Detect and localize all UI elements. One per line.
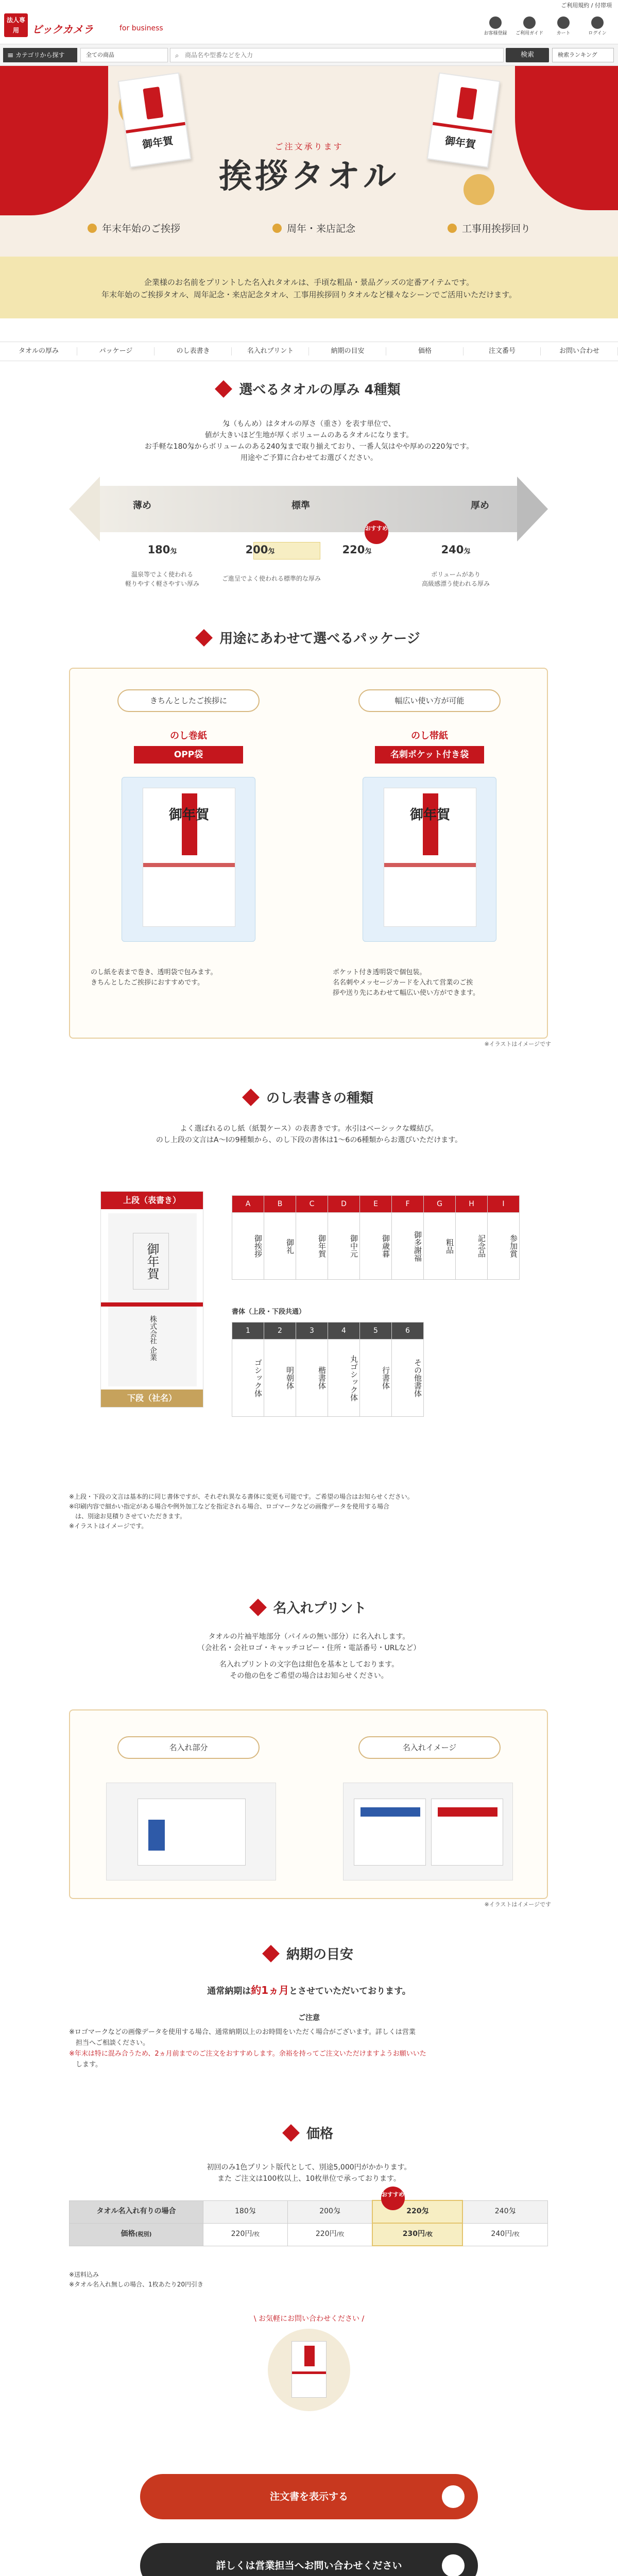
table-cell — [287, 2223, 372, 2246]
thickness-desc-200: ご進呈でよく使われる標準的な厚み — [221, 575, 321, 582]
package-box — [69, 668, 548, 1039]
table-row — [232, 1213, 520, 1280]
ribbon-image — [101, 1302, 203, 1307]
table-cell — [203, 2223, 288, 2246]
header-login-button[interactable] — [582, 15, 613, 37]
table-cell: 220匁 — [372, 2200, 462, 2223]
page-anchor-nav — [0, 342, 618, 361]
search-button[interactable]: 検索 — [506, 48, 549, 62]
hero-tag: 年末年始のご挨拶 — [88, 221, 180, 237]
table-cell: E — [360, 1196, 392, 1213]
thickness-desc-180: 温泉等でよく使われる 軽りやすく軽さやすい厚み — [125, 571, 199, 587]
table-cell: 参加賞 — [488, 1213, 520, 1280]
table-cell: C — [296, 1196, 328, 1213]
price-per: /枚 — [252, 2231, 260, 2238]
thickness-desc — [0, 418, 618, 464]
hero-pattern-left — [0, 66, 108, 215]
search-ranking-select[interactable]: 検索ランキング — [552, 48, 614, 62]
package-left-label: のし巻紙 — [170, 731, 207, 741]
desc-line: ポケット付き透明袋で個包装。 — [333, 969, 426, 976]
desc-line: 名入れプリントの文字色は紺色を基本としております。 — [219, 1660, 399, 1669]
hero-title: 挨拶タオル — [219, 158, 399, 196]
noshi-image — [143, 87, 163, 120]
price-desc — [0, 2162, 618, 2184]
thickness-num: 180 — [147, 544, 170, 556]
thickness-value-240 — [417, 541, 494, 560]
package-right-label: のし帯紙 — [411, 731, 448, 741]
desc-line: 初回のみ1色プリント版代として、別途5,000円がかかります。 — [207, 2163, 411, 2172]
diamond-icon — [215, 380, 232, 398]
price-value: 220円 — [231, 2230, 252, 2239]
table-cell: 3 — [296, 1323, 328, 1340]
table-cell: F — [392, 1196, 424, 1213]
section-title-thickness — [0, 379, 618, 401]
hero-pattern-right — [515, 66, 618, 210]
package-note: ※イラストはイメージです — [484, 1041, 551, 1047]
table-cell: 粗品 — [424, 1213, 456, 1280]
hero-towel-text: 御年賀 — [141, 134, 174, 151]
table-cell: 御中元 — [328, 1213, 360, 1280]
table-cell — [70, 2223, 203, 2246]
desc-line: のし紙を表まで巻き、透明袋で包みます。 — [91, 969, 217, 976]
desc-line: きちんとしたご挨拶におすすめです。 — [91, 979, 204, 987]
table-cell: 240匁 — [462, 2200, 547, 2223]
note-line: します。 — [69, 2061, 102, 2069]
table-cell: 丸ゴシック体 — [328, 1340, 360, 1417]
print-mark — [360, 1807, 420, 1817]
desc-line: 名名刺やメッセージカードを入れて営業のご挨 — [333, 979, 473, 987]
delivery-notes — [69, 2027, 426, 2070]
header-icon-label: お客様登録 — [484, 31, 507, 36]
table-cell: D — [328, 1196, 360, 1213]
thickness-unit: 匁 — [170, 548, 177, 555]
site-header — [0, 9, 618, 44]
thickness-num: 220 — [342, 544, 365, 556]
section-title-price — [0, 2123, 618, 2145]
nav-thickness[interactable]: タオルの厚み — [0, 342, 77, 361]
thickness-unit: 匁 — [268, 548, 275, 555]
terms-link[interactable]: ご利用規約 / 付帯項 — [561, 2, 612, 9]
price-value: 220円 — [315, 2230, 337, 2239]
table-row — [232, 1340, 424, 1417]
package-right-bar: 名刺ポケット付き袋 — [375, 746, 484, 764]
price-value-row — [70, 2223, 548, 2246]
table-cell — [372, 2223, 462, 2246]
towel-image — [384, 788, 476, 927]
header-guide-button[interactable] — [514, 15, 545, 37]
desc-line: 匁（もんめ）はタオルの厚さ（重さ）を表す単位で、 — [222, 420, 396, 428]
spacer — [0, 1654, 618, 1659]
nameprint-box — [69, 1709, 548, 1899]
note-line: ※印刷内容で細かい指定がある場合や例外加工などを指定される場合、ロゴマークなどの画像データを使用する場合 — [69, 1503, 390, 1510]
thickness-scale-arrow — [69, 477, 548, 541]
table-cell: 6 — [392, 1323, 424, 1340]
package-right-desc — [333, 968, 503, 998]
thickness-unit: 匁 — [365, 548, 372, 555]
table-cell: 明朝体 — [264, 1340, 296, 1417]
diamond-icon — [195, 629, 213, 647]
hero-banner — [0, 66, 618, 257]
nav-package[interactable]: パッケージ — [77, 342, 154, 361]
note-line: ※年末は特に混み合うため、2ヵ月前までのご注文をおすすめします。余裕を持ってご注文いただけますようお願いいた — [69, 2050, 426, 2058]
ribbon-image — [384, 863, 476, 867]
desc-line: また ご注文は100枚以上、10枚単位で承っております。 — [217, 2175, 401, 2183]
diamond-icon — [249, 1599, 267, 1616]
intro-line: 企業様のお名前をプリントした名入れタオルは、手頃な粗品・景品グッズの定番アイテムです。 — [144, 278, 474, 287]
header-icons — [480, 15, 613, 37]
search-row — [0, 44, 618, 66]
nameprint-right-pill: 名入れイメージ — [358, 1736, 501, 1759]
noshi-upper-sample: 御年賀 — [133, 1233, 169, 1290]
table-cell: A — [232, 1196, 264, 1213]
diamond-icon — [242, 1089, 260, 1106]
hero-towel-text: 御年賀 — [444, 134, 477, 151]
desc-line: のし上段の文言はA〜Iの9種類から、のし下段の書体は1〜6の6種類からお選びいただけます。 — [156, 1136, 462, 1144]
scale-label-thick: 厚め — [471, 500, 489, 511]
table-cell: G — [424, 1196, 456, 1213]
price-per: /枚 — [424, 2231, 433, 2238]
table-cell: タオル名入れ有りの場合 — [70, 2200, 203, 2223]
desc-line: その他の色をご希望の場合はお知らせください。 — [230, 1672, 388, 1680]
table-header-row — [232, 1323, 424, 1340]
nameprint-area-image — [106, 1783, 276, 1880]
noshi-lower-label: 下段（社名） — [101, 1389, 203, 1407]
nav-contact[interactable]: お問い合わせ — [541, 342, 618, 361]
category-menu-button[interactable]: ≡ カテゴリから探す — [3, 48, 77, 62]
table-cell: 180匁 — [203, 2200, 288, 2223]
section-title-delivery — [0, 1943, 618, 1966]
table-cell: 200匁 — [287, 2200, 372, 2223]
print-mark — [438, 1807, 497, 1817]
scale-label-standard: 標準 — [291, 500, 310, 511]
section-title-text: 用途にあわせて選べるパッケージ — [219, 631, 420, 647]
table-cell: B — [264, 1196, 296, 1213]
noshi-desc — [0, 1123, 618, 1146]
note-line: ※タオル名入れ無しの場合、1枚あたり20円引き — [69, 2281, 203, 2288]
desc-line: お手軽な180匁からボリュームのある240匁まで取り揃えており、一番人気はやや厚めの220匁です。 — [144, 443, 474, 451]
thickness-value-220 — [318, 541, 396, 560]
nameprint-sample-image — [343, 1783, 513, 1880]
search-input[interactable] — [170, 48, 504, 62]
section-title-package — [0, 628, 618, 650]
nav-price[interactable]: 価格 — [386, 342, 464, 361]
table-cell: 御年賀 — [296, 1213, 328, 1280]
package-right-pill: 幅広い使い方が可能 — [358, 689, 501, 712]
towel-image — [143, 788, 235, 927]
package-left-bar: OPP袋 — [134, 746, 243, 764]
diamond-icon — [282, 2124, 300, 2142]
delivery-text: とさせていただいております。 — [289, 1986, 411, 1996]
thickness-desc-240: ボリュームがあり 高級感漂う使われる厚み — [421, 571, 490, 587]
towel-image — [138, 1799, 246, 1866]
price-value: 240円 — [491, 2230, 512, 2239]
noshi-illustration — [100, 1191, 203, 1408]
site-logo[interactable]: ビックカメラ — [32, 23, 94, 36]
price-per: /枚 — [336, 2231, 345, 2238]
intro-text — [0, 257, 618, 318]
search-icon: ⌕ — [175, 52, 179, 60]
desc-line: 値が大きいほど生地が厚くボリュームのあるタオルになります。 — [204, 431, 414, 439]
diamond-icon — [262, 1945, 280, 1962]
thickness-num: 200 — [245, 544, 268, 556]
thickness-unit: 匁 — [464, 548, 471, 555]
package-left-image — [122, 777, 255, 942]
intro-line: 年末年始のご挨拶タオル、周年記念・来店記念タオル、工事用挨拶回りタオルなど様々なシーンでご活用いただけます。 — [101, 290, 517, 299]
table-cell: ゴシック体 — [232, 1340, 264, 1417]
header-icon-label: カート — [556, 31, 571, 36]
note-line: は、別途お見積りさせていただきます。 — [69, 1513, 186, 1520]
section-title-text: 選べるタオルの厚み 4種類 — [239, 382, 401, 398]
delivery-highlight: 約1ヵ月 — [251, 1984, 289, 1996]
hero-tag: 周年・来店記念 — [272, 221, 355, 237]
cta-illustration — [268, 2329, 350, 2411]
contact-sales-button[interactable] — [140, 2543, 478, 2576]
flower-icon — [442, 2485, 465, 2508]
desc-line: タオルの片袖平地部分（パイルの無い部分）に名入れします。 — [208, 1633, 410, 1641]
nav-nameprint[interactable]: 名入れプリント — [232, 342, 309, 361]
table-cell: 御挨拶 — [232, 1213, 264, 1280]
hero-towel-right — [427, 72, 500, 167]
table-cell: 御礼 — [264, 1213, 296, 1280]
thickness-value-200 — [221, 541, 299, 560]
towel-image — [354, 1799, 426, 1866]
noshi-image — [304, 2346, 315, 2366]
note-line: 担当へご相談ください。 — [69, 2039, 150, 2047]
noshi-word-table — [232, 1195, 520, 1280]
section-title-noshi — [0, 1087, 618, 1110]
price-label-sub: (税別) — [135, 2231, 152, 2238]
site-logo-sub: for business — [119, 24, 163, 32]
recommended-badge: おすすめ — [365, 520, 388, 544]
noshi-notes — [69, 1492, 414, 1531]
price-recommended-badge: おすすめ — [381, 2187, 405, 2210]
note-line: ※上段・下段の文言は基本的に同じ書体ですが、それぞれ異なる書体に変更も可能です。ご希望の場合はお知らせください。 — [69, 1493, 414, 1500]
noshi-upper-label: 上段（表書き） — [101, 1192, 203, 1209]
header-icon-label: ログイン — [588, 31, 607, 36]
section-title-nameprint — [0, 1597, 618, 1620]
nameprint-left-pill: 名入れ部分 — [117, 1736, 260, 1759]
header-icon-label: ご利用ガイド — [516, 31, 543, 36]
package-right-image — [363, 777, 496, 942]
arrow-left-icon — [69, 477, 100, 541]
table-cell: H — [456, 1196, 488, 1213]
nav-noshi[interactable]: のし表書き — [154, 342, 232, 361]
font-heading: 書体（上段・下段共通） — [232, 1308, 306, 1316]
header-store-button[interactable] — [480, 15, 511, 37]
table-cell: 楷書体 — [296, 1340, 328, 1417]
noshi-image — [457, 87, 477, 120]
delivery-note-head: ご注意 — [298, 2014, 320, 2022]
towel-text: 御年賀 — [409, 807, 450, 823]
package-left-desc — [91, 968, 261, 988]
table-cell — [462, 2223, 547, 2246]
price-table — [69, 2200, 548, 2246]
desc-line: 拶や送り先にあわせて幅広い使い方ができます。 — [333, 989, 479, 997]
hero-tag: 工事用挨拶回り — [448, 221, 530, 237]
table-cell: 行書体 — [360, 1340, 392, 1417]
towel-image — [431, 1799, 503, 1866]
noshi-lower-sample: 株式会社 企業 — [149, 1315, 157, 1361]
corporate-badge: 法人専用 — [4, 13, 28, 37]
scale-label-thin: 薄め — [133, 500, 151, 511]
thickness-num: 240 — [441, 544, 464, 556]
arrow-right-icon — [517, 477, 548, 541]
section-title-text: 価格 — [306, 2126, 333, 2142]
search-scope-select[interactable]: 全ての商品 — [80, 48, 168, 62]
ribbon-image — [143, 863, 235, 867]
contact-button-label: 詳しくは営業担当へお問い合わせください — [216, 2560, 402, 2571]
login-icon — [591, 16, 604, 29]
hero-subtitle: ご注文承ります — [274, 142, 344, 151]
price-per: /枚 — [512, 2231, 520, 2238]
flower-icon — [442, 2554, 465, 2576]
towel-text: 御年賀 — [168, 807, 209, 823]
nameprint-note: ※イラストはイメージです — [484, 1901, 551, 1908]
table-cell: その他書体 — [392, 1340, 424, 1417]
gold-dot — [464, 174, 494, 205]
price-value: 230円 — [402, 2230, 425, 2239]
note-line: ※送料込み — [69, 2271, 99, 2278]
desc-line: よく選ばれるのし紙（紙製ケース）の表書きです。水引はベーシックな蝶結び。 — [180, 1125, 438, 1133]
ribbon-image — [292, 2371, 326, 2374]
nav-delivery[interactable]: 納期の目安 — [309, 342, 386, 361]
nameprint-desc — [0, 1631, 618, 1682]
desc-line: （会社名・会社ロゴ・キャッチコピー・住所・電話番号・URLなど） — [197, 1644, 421, 1652]
table-cell: 記念品 — [456, 1213, 488, 1280]
price-label: 価格 — [121, 2230, 135, 2239]
section-title-text: 名入れプリント — [273, 1601, 367, 1616]
order-button-label: 注文書を表示する — [269, 2491, 348, 2502]
thickness-value-180 — [124, 541, 201, 560]
hero-towel-left — [118, 72, 191, 167]
table-cell: 4 — [328, 1323, 360, 1340]
order-form-button[interactable] — [140, 2474, 478, 2519]
price-notes — [69, 2270, 203, 2290]
store-icon — [489, 16, 502, 29]
table-header-row — [232, 1196, 520, 1213]
table-cell: 2 — [264, 1323, 296, 1340]
note-line: ※ロゴマークなどの画像データを使用する場合、通常納期以上のお時間をいただく場合がございます。詳しくは営業 — [69, 2028, 416, 2036]
table-cell: 御歳暮 — [360, 1213, 392, 1280]
desc-line: 用途やご予算に合わせてお選びください。 — [241, 454, 377, 462]
table-cell: 1 — [232, 1323, 264, 1340]
header-cart-button[interactable] — [548, 15, 579, 37]
table-cell: I — [488, 1196, 520, 1213]
cart-icon — [557, 16, 570, 29]
price-header-row — [70, 2200, 548, 2223]
section-title-text: のし表書きの種類 — [266, 1091, 373, 1106]
table-cell: 5 — [360, 1323, 392, 1340]
towel-image — [291, 2341, 327, 2398]
nameprint-mark — [148, 1820, 165, 1851]
hero-tags — [88, 221, 530, 237]
delivery-main — [0, 1981, 618, 1999]
note-line: ※イラストはイメージです。 — [69, 1522, 148, 1530]
section-title-text: 納期の目安 — [286, 1947, 353, 1962]
delivery-text: 通常納期は — [207, 1986, 251, 1996]
nav-order-form[interactable]: 注文番号 — [464, 342, 541, 361]
inquiry-label: \ お気軽にお問い合わせください / — [253, 2315, 365, 2323]
package-left-pill: きちんとしたご挨拶に — [117, 689, 260, 712]
noshi-font-table — [232, 1322, 424, 1417]
guide-icon — [523, 16, 536, 29]
table-cell: 御多謝福 — [392, 1213, 424, 1280]
